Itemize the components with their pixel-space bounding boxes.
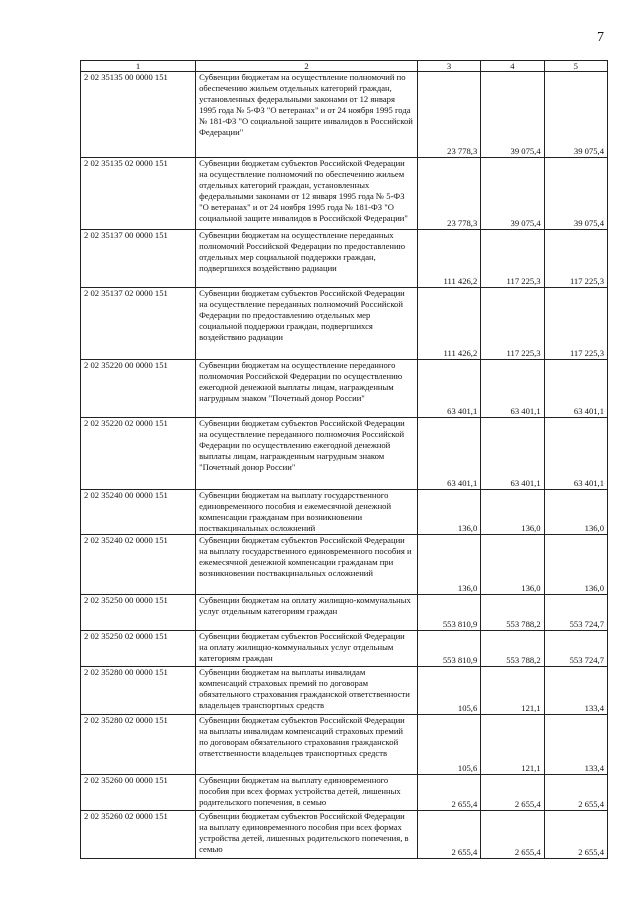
column-header: 5: [544, 61, 607, 72]
cell-name: Субвенции бюджетам субъектов Российской Федерации на осуществление переданных полномочий Российской Федерации по предоставлению отдельных мер социальной поддержки граждан, подвергшихся воздействию радиации: [196, 288, 418, 360]
cell-code: 2 02 35240 02 0000 151: [81, 535, 196, 595]
table-row: [81, 775, 608, 811]
table-row: [81, 360, 608, 418]
cell-value-col5: 117 225,3: [544, 288, 607, 360]
cell-value-col4: 117 225,3: [481, 230, 544, 288]
cell-code: 2 02 35137 02 0000 151: [81, 288, 196, 360]
cell-value-col3: 23 778,3: [417, 72, 480, 158]
cell-value-col5: 39 075,4: [544, 158, 607, 230]
cell-value-col4: 63 401,1: [481, 418, 544, 490]
cell-name: Субвенции бюджетам на осуществление переданных полномочий Российской Федерации по предоставлению отдельных мер социальной поддержки граждан, подвергшихся воздействию радиации: [196, 230, 418, 288]
cell-value-col5: 553 724,7: [544, 631, 607, 667]
cell-value-col3: 2 655,4: [417, 775, 480, 811]
cell-value-col3: 136,0: [417, 535, 480, 595]
cell-name: Субвенции бюджетам на выплату государственного единовременного пособия и ежемесячной денежной компенсации гражданам при возникновении поствакцинальных осложнений: [196, 490, 418, 535]
cell-code: 2 02 35250 02 0000 151: [81, 631, 196, 667]
cell-value-col4: 2 655,4: [481, 775, 544, 811]
cell-value-col4: 63 401,1: [481, 360, 544, 418]
table-row: [81, 230, 608, 288]
cell-value-col5: 553 724,7: [544, 595, 607, 631]
budget-table: [80, 60, 608, 859]
cell-value-col4: 553 788,2: [481, 631, 544, 667]
cell-name: Субвенции бюджетам субъектов Российской Федерации на оплату жилищно-коммунальных услуг отдельным категориям граждан: [196, 631, 418, 667]
cell-value-col4: 2 655,4: [481, 811, 544, 859]
table-row: [81, 158, 608, 230]
cell-name: Субвенции бюджетам на осуществление полномочий по обеспечению жильем отдельных категорий граждан, установленных федеральными законами от 12 января 1995 года № 5-ФЗ "О ветеранах" и от 24 ноября 1995 года № 181-ФЗ "О социальной защите инвалидов в Российской Федерации": [196, 72, 418, 158]
cell-code: 2 02 35260 02 0000 151: [81, 811, 196, 859]
cell-name: Субвенции бюджетам на выплату единовременного пособия при всех формах устройства детей, лишенных родительского попечения, в семью: [196, 775, 418, 811]
table-row: [81, 811, 608, 859]
cell-code: 2 02 35250 00 0000 151: [81, 595, 196, 631]
table-row: [81, 631, 608, 667]
cell-name: Субвенции бюджетам субъектов Российской Федерации на осуществление переданного полномочия Российской Федерации по осуществлению ежегодной денежной выплаты лицам, награжденным нагрудным знаком "Почетный донор России": [196, 418, 418, 490]
cell-value-col3: 553 810,9: [417, 595, 480, 631]
cell-value-col5: 2 655,4: [544, 811, 607, 859]
cell-value-col3: 63 401,1: [417, 418, 480, 490]
cell-code: 2 02 35260 00 0000 151: [81, 775, 196, 811]
cell-value-col4: 553 788,2: [481, 595, 544, 631]
cell-code: 2 02 35280 02 0000 151: [81, 715, 196, 775]
cell-value-col5: 136,0: [544, 490, 607, 535]
column-header: 3: [417, 61, 480, 72]
table-row: [81, 288, 608, 360]
cell-name: Субвенции бюджетам на осуществление переданного полномочия Российской Федерации по осуществлению ежегодной денежной выплаты лицам, награжденным нагрудным знаком "Почетный донор России": [196, 360, 418, 418]
table-row: [81, 490, 608, 535]
cell-name: Субвенции бюджетам на оплату жилищно-коммунальных услуг отдельным категориям граждан: [196, 595, 418, 631]
column-header: 4: [481, 61, 544, 72]
cell-name: Субвенции бюджетам субъектов Российской Федерации на выплату государственного единовременного пособия и ежемесячной денежной компенсации гражданам при возникновении поствакцинальных осложнений: [196, 535, 418, 595]
table-row: [81, 595, 608, 631]
table-row: [81, 72, 608, 158]
page-number: 7: [597, 30, 604, 45]
cell-value-col4: 136,0: [481, 490, 544, 535]
cell-value-col4: 117 225,3: [481, 288, 544, 360]
cell-code: 2 02 35220 02 0000 151: [81, 418, 196, 490]
cell-value-col4: 39 075,4: [481, 158, 544, 230]
cell-value-col4: 136,0: [481, 535, 544, 595]
table-row: [81, 715, 608, 775]
cell-value-col4: 121,1: [481, 715, 544, 775]
cell-code: 2 02 35137 00 0000 151: [81, 230, 196, 288]
cell-value-col5: 2 655,4: [544, 775, 607, 811]
table-row: [81, 535, 608, 595]
cell-value-col5: 133,4: [544, 715, 607, 775]
cell-value-col3: 553 810,9: [417, 631, 480, 667]
table-body: [81, 72, 608, 859]
cell-value-col4: 121,1: [481, 667, 544, 715]
cell-code: 2 02 35240 00 0000 151: [81, 490, 196, 535]
column-header: 1: [81, 61, 196, 72]
cell-value-col5: 133,4: [544, 667, 607, 715]
table-row: [81, 418, 608, 490]
cell-code: 2 02 35135 02 0000 151: [81, 158, 196, 230]
cell-code: 2 02 35280 00 0000 151: [81, 667, 196, 715]
cell-value-col3: 105,6: [417, 715, 480, 775]
column-header: 2: [196, 61, 418, 72]
cell-value-col3: 105,6: [417, 667, 480, 715]
cell-value-col5: 39 075,4: [544, 72, 607, 158]
cell-name: Субвенции бюджетам субъектов Российской Федерации на выплаты инвалидам компенсаций страховых премий по договорам обязательного страхования гражданской ответственности владельцев транспортных средств: [196, 715, 418, 775]
cell-value-col3: 63 401,1: [417, 360, 480, 418]
cell-value-col3: 2 655,4: [417, 811, 480, 859]
cell-name: Субвенции бюджетам субъектов Российской Федерации на выплату единовременного пособия при всех формах устройства детей, лишенных родительского попечения, в семью: [196, 811, 418, 859]
table-header-row: [81, 61, 608, 72]
cell-value-col3: 136,0: [417, 490, 480, 535]
cell-value-col5: 63 401,1: [544, 360, 607, 418]
cell-name: Субвенции бюджетам субъектов Российской Федерации на осуществление полномочий по обеспечению жильем отдельных категорий граждан, установленных федеральными законами от 12 января 1995 года № 5-ФЗ "О ветеранах" и от 24 ноября 1995 года № 181-ФЗ "О социальной защите инвалидов в Российской Федерации": [196, 158, 418, 230]
cell-value-col5: 63 401,1: [544, 418, 607, 490]
cell-value-col5: 136,0: [544, 535, 607, 595]
table-row: [81, 667, 608, 715]
cell-value-col3: 111 426,2: [417, 288, 480, 360]
cell-name: Субвенции бюджетам на выплаты инвалидам компенсаций страховых премий по договорам обязательного страхования гражданской ответственности владельцев транспортных средств: [196, 667, 418, 715]
cell-value-col3: 23 778,3: [417, 158, 480, 230]
cell-value-col3: 111 426,2: [417, 230, 480, 288]
cell-value-col4: 39 075,4: [481, 72, 544, 158]
cell-code: 2 02 35220 00 0000 151: [81, 360, 196, 418]
cell-value-col5: 117 225,3: [544, 230, 607, 288]
cell-code: 2 02 35135 00 0000 151: [81, 72, 196, 158]
